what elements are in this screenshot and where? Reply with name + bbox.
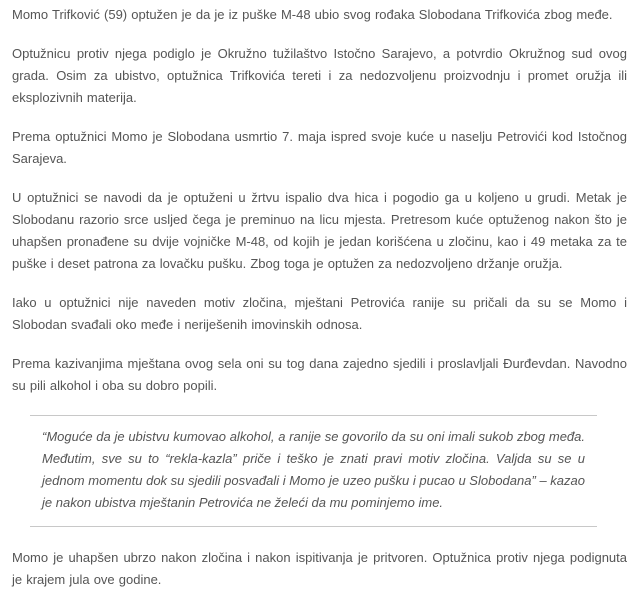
article-paragraph: Optužnicu protiv njega podiglo je Okružno tužilaštvo Istočno Sarajevo, a potvrdio Okružnog sud ovog grada. Osim za ubistvo, optužnica Trifkovića tereti i za nedozvoljenu proizvodnju i promet oružja ili eksplozivnih materija. (12, 46, 627, 105)
article-paragraph: Iako u optužnici nije naveden motiv zločina, mještani Petrovića ranije su pričali da su se Momo i Slobodan svađali oko međe i neriješenih imovinskih odnosa. (12, 295, 627, 332)
article-paragraph: U optužnici se navodi da je optuženi u žrtvu ispalio dva hica i pogodio ga u koljeno u grudi. Metak je Slobodanu razorio srce usljed čega je preminuo na licu mjesta. Pretresom kuće optuženog nakon što je uhapšen pronađene su dvije vojničke M-48, od kojih je jedan korišćena u zločinu, kao i 49 metaka za te puške i deset patrona za lovačku pušku. Zbog toga je optužen za nedozvoljeno držanje oružja. (12, 190, 627, 271)
article-blockquote (30, 415, 597, 527)
article-paragraph: Momo Trifković (59) optužen je da je iz puške M-48 ubio svog rođaka Slobodana Trifkovića zbog međe. (12, 7, 613, 22)
quote-text: “Moguće da je ubistvu kumovao alkohol, a ranije se govorilo da su oni imali sukob zbog međa. Međutim, sve su to “rekla-kazla” priče i teško je znati pravi motiv zločina. Valjda su se u jednom momentu dok su sjedili posvađali i Momo je uzeo pušku i pucao u Slobodana” – kazao je nakon ubistva mještanin Petrovića ne želeći da mu pominjemo ime. (42, 429, 585, 510)
article-paragraph: Momo je uhapšen ubrzo nakon zločina i nakon ispitivanja je pritvoren. Optužnica protiv njega podignuta je krajem jula ove godine. (12, 550, 627, 587)
article-paragraph: Prema optužnici Momo je Slobodana usmrtio 7. maja ispred svoje kuće u naselju Petrovići kod Istočnog Sarajeva. (12, 129, 627, 166)
article-paragraph: Prema kazivanjima mještana ovog sela oni su tog dana zajedno sjedili i proslavljali Đurđevdan. Navodno su pili alkohol i oba su dobro popili. (12, 356, 627, 393)
